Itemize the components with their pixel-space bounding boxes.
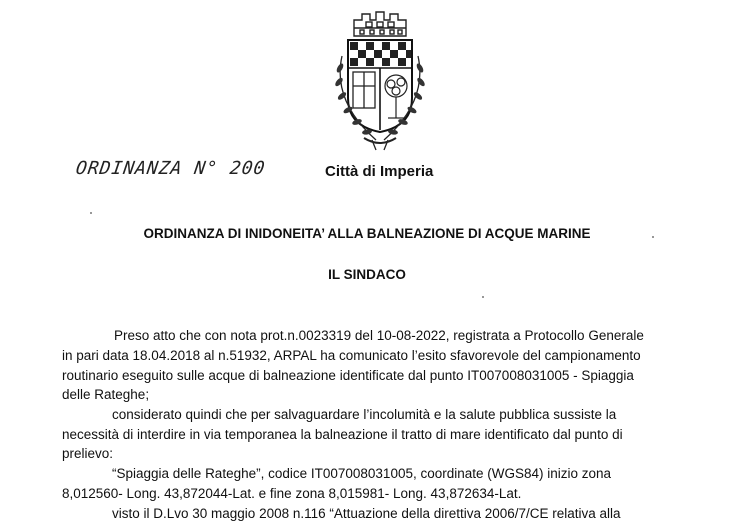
scan-speck <box>652 236 654 238</box>
body-line: delle Rateghe; <box>62 387 150 402</box>
body-line: “Spiaggia delle Rateghe”, codice IT007008031005, coordinate (WGS84) inizio zona <box>112 466 612 481</box>
body-line: prelievo: <box>62 446 114 461</box>
body-line: visto il D.Lvo 30 maggio 2008 n.116 “Attuazione della direttiva 2006/7/CE relativa alla <box>112 506 621 521</box>
city-name: Città di Imperia <box>325 163 434 180</box>
body-line: in pari data 18.04.2018 al n.51932, ARPAL ha comunicato l’esito sfavorevole del campionamento <box>62 348 641 363</box>
scan-speck <box>90 212 92 214</box>
body-line: routinario eseguito sulle acque di balneazione identificate dal punto IT007008031005 - Spiaggia <box>62 368 634 383</box>
handwritten-ordinance-number: ORDINANZA N° 200 <box>74 158 267 179</box>
city-crest-logo <box>320 6 440 154</box>
body-line: considerato quindi che per salvaguardare l’incolumità e la salute pubblica sussiste la <box>112 407 617 422</box>
document-subtitle: IL SINDACO <box>328 267 406 282</box>
body-line: necessità di interdire in via temporanea la balneazione il tratto di mare identificato dal punto di <box>62 427 623 442</box>
body-line: 8,012560- Long. 43,872044-Lat. e fine zona 8,015981- Long. 43,872634-Lat. <box>62 486 522 501</box>
document-title: ORDINANZA DI INIDONEITA’ ALLA BALNEAZIONE DI ACQUE MARINE <box>143 226 591 241</box>
body-line: Preso atto che con nota prot.n.0023319 del 10-08-2022, registrata a Protocollo Generale <box>114 328 644 343</box>
scan-speck <box>482 296 484 298</box>
